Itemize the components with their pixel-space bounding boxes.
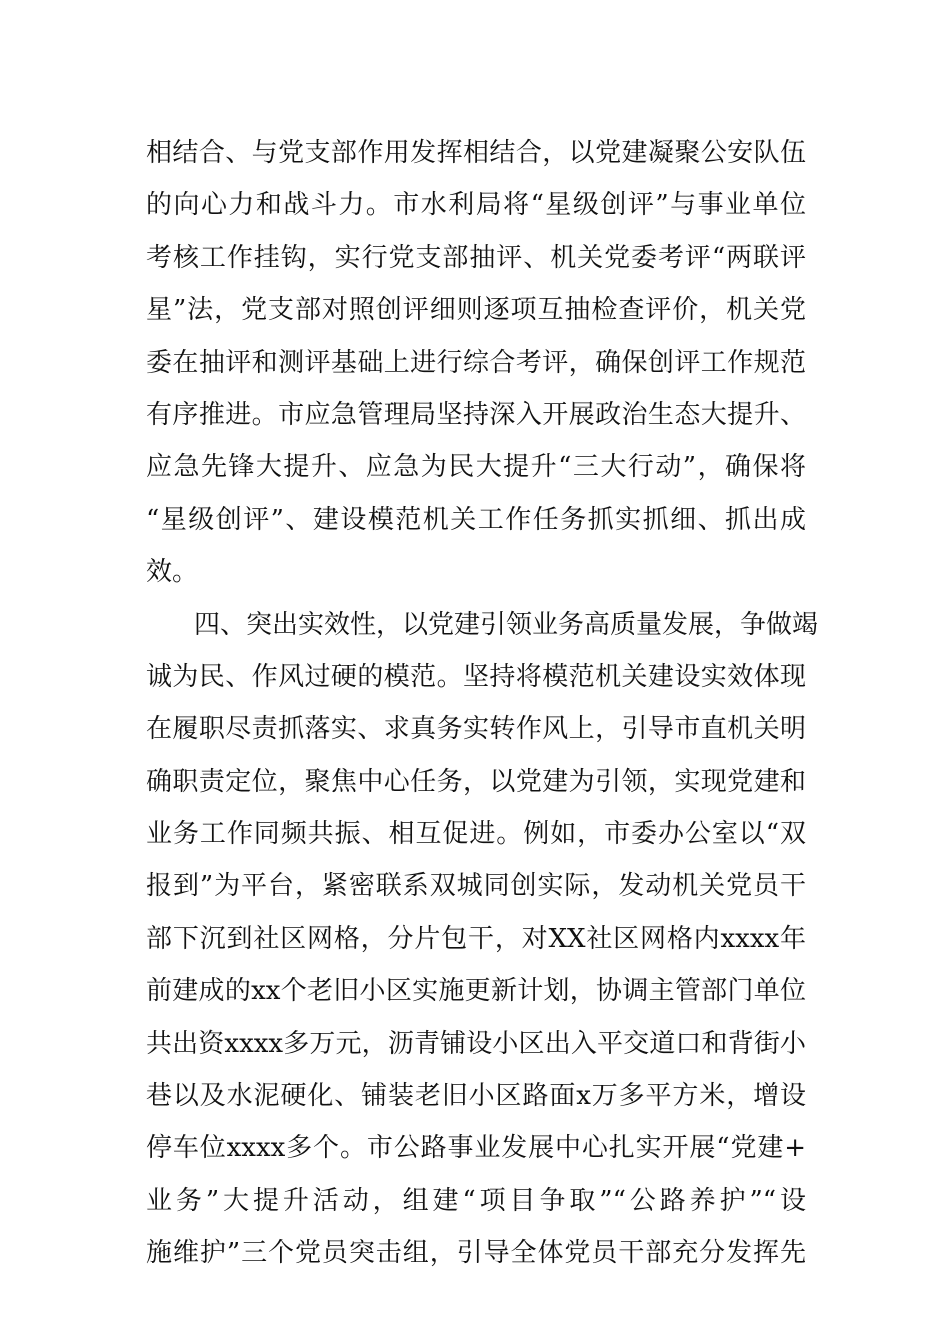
text-line: 前建成的xx个老旧小区实施更新计划，协调主管部门单位 (146, 976, 806, 1007)
text-line: 停车位xxxx多个。市公路事业发展中心扎实开展“党建+ (146, 1133, 806, 1164)
text-line: 在履职尽责抓落实、求真务实转作风上，引导市直机关明 (146, 714, 806, 745)
text-line: 的向心力和战斗力。市水利局将“星级创评”与事业单位 (146, 190, 806, 221)
text-line: 业务”大提升活动，组建“项目争取”“公路养护”“设 (146, 1185, 806, 1216)
text-line: 委在抽评和测评基础上进行综合考评，确保创评工作规范 (146, 347, 806, 378)
text-line: “星级创评”、建设模范机关工作任务抓实抓细、抓出成 (146, 504, 806, 535)
text-line: 部下沉到社区网格，分片包干，对XX社区网格内xxxx年 (146, 923, 806, 954)
text-line: 确职责定位，聚焦中心任务，以党建为引领，实现党建和 (146, 766, 806, 797)
body-text (146, 127, 819, 1280)
text-line: 施维护”三个党员突击组，引导全体党员干部充分发挥先 (146, 1238, 806, 1269)
text-line: 相结合、与党支部作用发挥相结合，以党建凝聚公安队伍 (146, 138, 806, 168)
text-line: 效。 (146, 557, 199, 588)
text-line: 有序推进。市应急管理局坚持深入开展政治生态大提升、 (146, 399, 806, 430)
text-line: 业务工作同频共振、相互促进。例如，市委办公室以“双 (146, 819, 806, 850)
text-line: 共出资xxxx多万元，沥青铺设小区出入平交道口和背街小 (146, 1028, 806, 1059)
text-line: 报到”为平台，紧密联系双城同创实际，发动机关党员干 (146, 871, 806, 902)
text-line: 巷以及水泥硬化、铺装老旧小区路面x万多平方米，增设 (146, 1081, 806, 1112)
text-line: 星”法，党支部对照创评细则逐项互抽检查评价，机关党 (146, 295, 806, 326)
text-line: 诚为民、作风过硬的模范。坚持将模范机关建设实效体现 (146, 661, 806, 692)
text-line: 应急先锋大提升、应急为民大提升“三大行动”，确保将 (146, 452, 806, 483)
text-line: 考核工作挂钩，实行党支部抽评、机关党委考评“两联评 (146, 242, 806, 273)
section-heading-line: 四、突出实效性，以党建引领业务高质量发展，争做竭 (194, 609, 819, 640)
